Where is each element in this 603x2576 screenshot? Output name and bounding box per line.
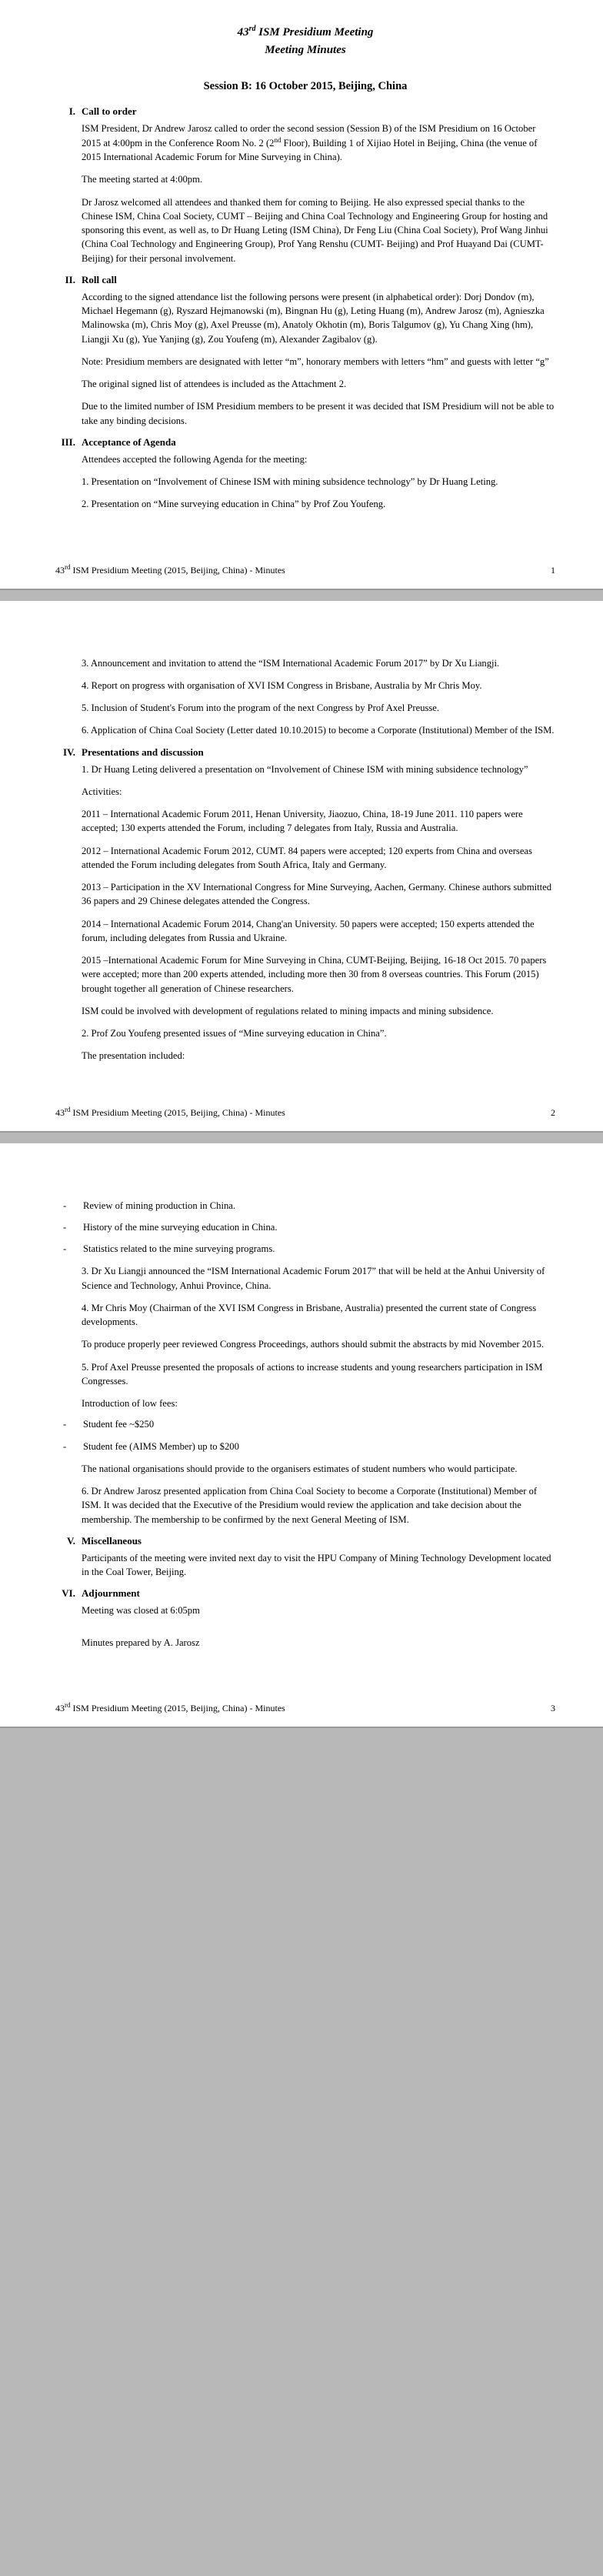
- section-body-3: [55, 452, 555, 512]
- paragraph: 2015 –International Academic Forum for Mine Surveying in China, CUMT-Beijing, Beijing, 16-18 Oct 2015. 70 papers were accepted; more than 200 experts attended, including more then 30 from 8 overseas countries. This Forum (2015) brought together all generation of Chinese researchers.: [82, 955, 547, 994]
- title-number: 43: [237, 26, 249, 38]
- agenda-continued: [55, 656, 555, 738]
- section-number-3: III.: [61, 435, 75, 448]
- paragraph: The presentation included:: [82, 1050, 185, 1062]
- paragraph: Note: Presidium members are designated with letter “m”, honorary members with letters “hm” and guests with letter “g”: [82, 355, 549, 367]
- section-heading-2: [55, 274, 555, 286]
- agenda-item: 5. Inclusion of Student's Forum into the program of the next Congress by Prof Axel Preusse.: [82, 702, 440, 714]
- title-line-2: Meeting Minutes: [265, 44, 346, 57]
- paragraph: Due to the limited number of ISM Presidium members to be present it was decided that ISM Presidium will not be able to take any binding decisions.: [82, 401, 555, 426]
- section-heading-5: [55, 1535, 555, 1547]
- section-roll-call: [55, 274, 555, 428]
- section-title-1: Call to order: [82, 105, 137, 117]
- agenda-item: 2. Presentation on “Mine surveying education in China” by Prof Zou Youfeng.: [82, 499, 386, 510]
- section-body-4: [55, 762, 555, 1063]
- dash-bullet-icon: -: [63, 1419, 67, 1430]
- section-body-5: [55, 1551, 555, 1580]
- page3-body-post: [55, 1462, 555, 1527]
- list-item: [55, 1199, 555, 1213]
- section-heading-1: [55, 105, 555, 118]
- footer-note-suffix: rd: [65, 1105, 71, 1113]
- section-body-6: [55, 1603, 555, 1650]
- section-number-1: I.: [68, 105, 75, 117]
- footer-note-number: 43: [55, 1106, 65, 1118]
- page-number: 1: [551, 564, 555, 576]
- presentation-bullet-list: [55, 1199, 555, 1256]
- section-number-5: V.: [67, 1534, 75, 1547]
- paragraph: 4. Mr Chris Moy (Chairman of the XVI ISM Congress in Brisbane, Australia) presented the current state of Congress developments.: [82, 1302, 537, 1328]
- paragraph: Attendees accepted the following Agenda for the meeting:: [82, 453, 308, 465]
- footer-note-suffix: rd: [65, 1700, 71, 1709]
- paragraph: 6. Dr Andrew Jarosz presented application from China Coal Society to become a Corporate (Institutional) Member of ISM. It was decided that the Executive of the Presidium would review the application and take decision about the membership. The membership to be confirmed by the next General Meeting of ISM.: [82, 1486, 538, 1525]
- paragraph: 2012 – International Academic Forum 2012, CUMT. 84 papers were accepted; 120 experts from China and overseas attended the Forum including delegates from South Africa, Italy and Germany.: [82, 845, 532, 870]
- list-item-label: History of the mine surveying education in China.: [83, 1221, 278, 1233]
- paragraph: ISM could be involved with development of regulations related to mining impacts and mining subsidence.: [82, 1005, 494, 1016]
- list-item-label: Student fee ~$250: [83, 1419, 155, 1430]
- paragraph: 1. Dr Huang Leting delivered a presentation on “Involvement of Chinese ISM with mining subsidence technology”: [82, 763, 528, 775]
- paragraph: The meeting started at 4:00pm.: [82, 174, 203, 185]
- section-heading-3: [55, 436, 555, 449]
- paragraph: The national organisations should provide to the organisers estimates of student numbers who would participate.: [82, 1463, 518, 1474]
- footer-note-text: ISM Presidium Meeting (2015, Beijing, China) - Minutes: [70, 1702, 285, 1713]
- paragraph: 2. Prof Zou Youfeng presented issues of “Mine surveying education in China”.: [82, 1028, 387, 1039]
- agenda-item: 6. Application of China Coal Society (Letter dated 10.10.2015) to become a Corporate (Institutional) Member of the ISM.: [82, 725, 555, 736]
- footer-note-suffix: rd: [65, 562, 71, 571]
- section-heading-4: [55, 746, 555, 759]
- paragraph: ISM President, Dr Andrew Jarosz called to order the second session (Session B) of the ISM Presidium on 16 October 2015 at 4:00pm in the Conference Room No. 2 (2nd Floor), Building 1 of Xijiao Hotel in Beijing, China (the venue of 2015 International Academic Forum for Mine Surveying in China).: [82, 122, 538, 163]
- footer-note: [55, 563, 285, 576]
- page-3: [0, 1143, 603, 1728]
- title-ordinal-suffix: rd: [248, 25, 256, 33]
- paragraph: 5. Prof Axel Preusse presented the proposals of actions to increase students and young researchers participation in ISM Congresses.: [82, 1361, 543, 1386]
- dash-bullet-icon: -: [63, 1243, 67, 1255]
- agenda-item: 4. Report on progress with organisation of XVI ISM Congress in Brisbane, Australia by Mr Chris Moy.: [82, 679, 482, 691]
- paragraph: The original signed list of attendees is included as the Attachment 2.: [82, 379, 347, 390]
- page-footer-1: [55, 562, 555, 576]
- fee-bullet-list: [55, 1417, 555, 1453]
- footer-note-text: ISM Presidium Meeting (2015, Beijing, China) - Minutes: [70, 1106, 285, 1118]
- page-1: [0, 0, 603, 590]
- title-text: ISM Presidium Meeting: [255, 26, 374, 38]
- section-acceptance-of-agenda: [55, 436, 555, 512]
- list-item-label: Student fee (AIMS Member) up to $200: [83, 1440, 239, 1452]
- page-number: 3: [551, 1702, 555, 1713]
- section-title-3: Acceptance of Agenda: [82, 435, 176, 448]
- section-heading-6: [55, 1587, 555, 1600]
- section-title-2: Roll call: [82, 273, 117, 285]
- section-title-5: Miscellaneous: [82, 1534, 142, 1547]
- page-footer-3: [55, 1700, 555, 1714]
- section-miscellaneous: [55, 1535, 555, 1580]
- paragraph: Meeting was closed at 6:05pm: [82, 1605, 200, 1617]
- session-heading: Session B: 16 October 2015, Beijing, China: [203, 79, 408, 92]
- section-adjournment: [55, 1587, 555, 1650]
- paragraph: Activities:: [82, 786, 122, 797]
- footer-note: [55, 1701, 285, 1714]
- footer-note: [55, 1106, 285, 1119]
- page-2: [0, 601, 603, 1133]
- list-item: [55, 1417, 555, 1431]
- section-number-4: IV.: [62, 746, 75, 758]
- paragraph: 2011 – International Academic Forum 2011, Henan University, Jiaozuo, China, 18-19 June 2011. 110 papers were accepted; 130 experts attended the Forum, including 7 delegates from Italy, Russia and Australia.: [82, 809, 523, 834]
- document-title: [55, 23, 555, 60]
- page3-body-pre: [55, 1264, 555, 1410]
- section-call-to-order: [55, 105, 555, 265]
- footer-note-text: ISM Presidium Meeting (2015, Beijing, China) - Minutes: [70, 564, 285, 576]
- list-item-label: Statistics related to the mine surveying programs.: [83, 1243, 275, 1255]
- list-item: [55, 1220, 555, 1234]
- section-title-4: Presentations and discussion: [82, 746, 204, 758]
- list-item-label: Review of mining production in China.: [83, 1200, 235, 1211]
- page-footer-2: [55, 1104, 555, 1119]
- section-presentations-and-discussion: [55, 746, 555, 1063]
- list-item: [55, 1440, 555, 1453]
- paragraph: Participants of the meeting were invited next day to visit the HPU Company of Mining Technology Development located in the Coal Tower, Beijing.: [82, 1552, 551, 1578]
- page-number: 2: [551, 1106, 555, 1118]
- agenda-item: 1. Presentation on “Involvement of Chinese ISM with mining subsidence technology” by Dr Huang Leting.: [82, 476, 498, 488]
- paragraph: 3. Dr Xu Liangji announced the “ISM International Academic Forum 2017” that will be held at the Anhui University of Science and Technology, Anhui Province, China.: [82, 1266, 545, 1291]
- section-number-2: II.: [65, 273, 75, 285]
- paragraph: According to the signed attendance list the following persons were present (in alphabetical order): Dorj Dondov (m), Michael Hegemann (g), Ryszard Hejmanowski (m), Bingnan Hu (g), Leting Huang (m), Andrew Jarosz (m), Agnieszka Malinowska (m), Chris Moy (g), Axel Preusse (m), Anatoly Okhotin (m), Boris Talgumov (g), Yu Chang Xing (hm), Liangji Xu (g), Yue Yanjing (g), Zou Youfeng (m), Alexander Zagibalov (g).: [82, 291, 545, 345]
- list-item: [55, 1242, 555, 1256]
- footer-note-number: 43: [55, 564, 65, 576]
- section-body-2: [55, 290, 555, 428]
- minutes-prepared-by: Minutes prepared by A. Jarosz: [82, 1637, 200, 1648]
- dash-bullet-icon: -: [63, 1440, 67, 1452]
- dash-bullet-icon: -: [63, 1221, 67, 1233]
- paragraph: 2013 – Participation in the XV International Congress for Mine Surveying, Aachen, Germany. Chinese authors submitted 36 papers and 29 Chinese delegates attended the Congress.: [82, 882, 552, 907]
- paragraph: Introduction of low fees:: [82, 1398, 178, 1410]
- title-line-1: [55, 23, 555, 42]
- paragraph: To produce properly peer reviewed Congress Proceedings, authors should submit the abstracts by mid November 2015.: [82, 1339, 545, 1350]
- dash-bullet-icon: -: [63, 1200, 67, 1211]
- section-number-6: VI.: [62, 1587, 75, 1600]
- paragraph: 2014 – International Academic Forum 2014, Chang'an University. 50 papers were accepted; 150 experts attended the forum, including delegates from Russia and Ukraine.: [82, 918, 535, 943]
- section-body-1: [55, 122, 555, 265]
- agenda-item: 3. Announcement and invitation to attend the “ISM International Academic Forum 2017” by Dr Xu Liangji.: [82, 657, 500, 669]
- footer-note-number: 43: [55, 1702, 65, 1713]
- paragraph: Dr Jarosz welcomed all attendees and thanked them for coming to Beijing. He also expressed special thanks to the Chinese ISM, China Coal Society, CUMT – Beijing and China Coal Technology and Engineering Group for hosting and sponsoring this event, as well as, to Dr Huang Leting (ISM China), Dr Feng Liu (China Coal Society), Prof Wang Jinhui (China Coal Technology and Engineering Group), Prof Yang Renshu (CUMT- Beijing) and Prof Huayand Dai (CUMT-Beijing) for their personal involvement.: [82, 196, 548, 264]
- section-title-6: Adjournment: [82, 1587, 140, 1600]
